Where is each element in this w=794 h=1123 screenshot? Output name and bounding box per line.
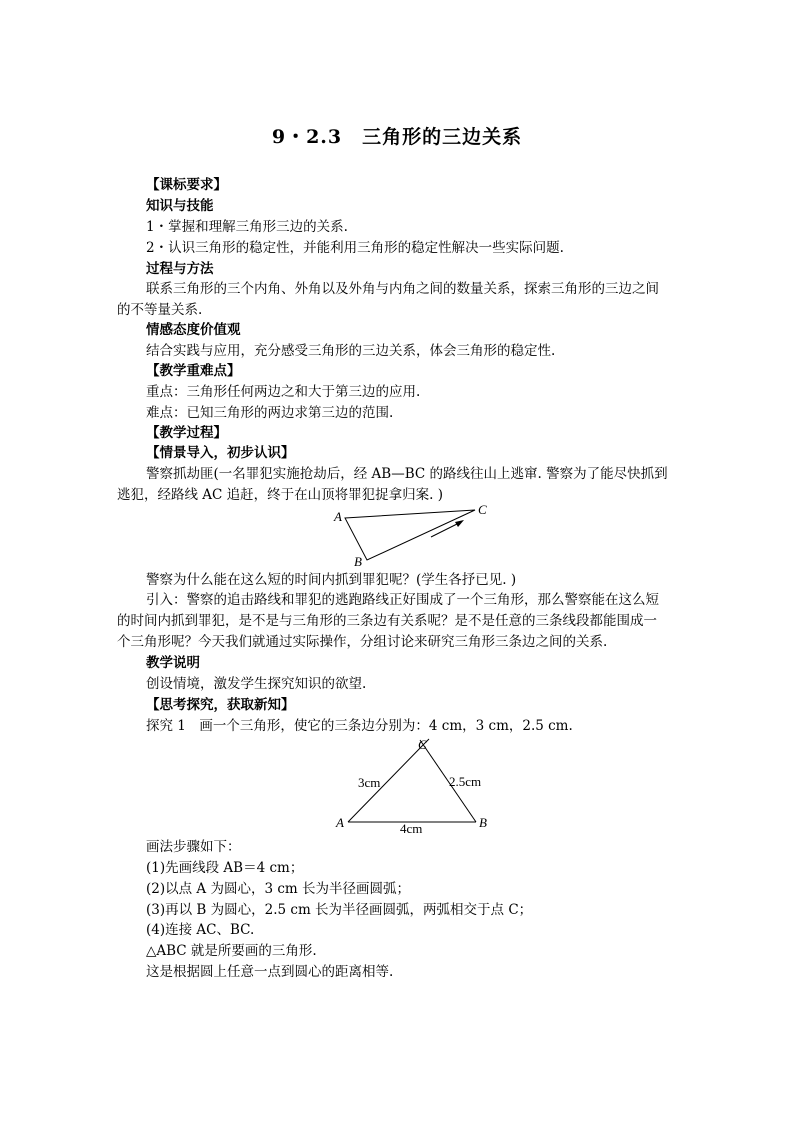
vertex-label-b: B	[479, 815, 487, 830]
paragraph-line: 警察为什么能在这么短的时间内抓到罪犯呢？(学生各抒已见. )	[146, 572, 517, 588]
chase-triangle-figure	[325, 500, 500, 570]
paragraph-line: 警察抓劫匪(一名罪犯实施抢劫后，经 AB—BC 的路线往山上逃窜. 警察为了能尽快抓到	[146, 466, 668, 482]
construction-triangle-figure	[330, 735, 495, 837]
section-heading-explore: 【思考探究，获取新知】	[146, 697, 295, 713]
section-heading-process: 【教学过程】	[146, 425, 227, 441]
paragraph-line: 引入：警察的追击路线和罪犯的逃跑路线正好围成了一个三角形，那么警察能在这么短	[146, 592, 659, 608]
paragraph-line: 联系三角形的三个内角、外角以及外角与内角之间的数量关系，探索三角形的三边之间	[146, 281, 659, 297]
paragraph-line: △ABC 就是所要画的三角形.	[146, 943, 317, 959]
direction-arrow-head	[455, 520, 464, 527]
vertex-label-a: A	[334, 509, 342, 524]
vertex-label-c: C	[418, 737, 427, 752]
vertex-label-b: B	[354, 554, 362, 569]
section-heading-intro: 【情景导入，初步认识】	[146, 445, 295, 461]
paragraph-line: 创设情境，激发学生探究知识的欲望.	[146, 676, 367, 692]
paragraph-line: (2)以点 A 为圆心，3 cm 长为半径画圆弧；	[146, 881, 410, 897]
paragraph-line: 难点：已知三角形的两边求第三边的范围.	[146, 405, 394, 421]
paragraph-line: 2・认识三角形的稳定性，并能利用三角形的稳定性解决一些实际问题.	[146, 240, 564, 256]
paragraph-line: 的不等量关系.	[117, 302, 203, 318]
paragraph-line: 逃犯，经路线 AC 追赶，终于在山顶将罪犯捉拿归案. )	[117, 487, 444, 503]
section-heading-requirements: 【课标要求】	[146, 177, 227, 193]
paragraph-line: 1・掌握和理解三角形三边的关系.	[146, 219, 348, 235]
paragraph-line: (4)连接 AC、BC.	[146, 922, 255, 938]
subheading-knowledge: 知识与技能	[146, 198, 214, 214]
paragraph-line: 结合实践与应用，充分感受三角形的三边关系，体会三角形的稳定性.	[146, 343, 556, 359]
vertex-label-a: A	[336, 815, 344, 830]
side-label-ab: 4cm	[400, 821, 423, 836]
paragraph-line: 重点：三角形任何两边之和大于第三边的应用.	[146, 384, 421, 400]
paragraph-line: (1)先画线段 AB＝4 cm；	[146, 860, 304, 876]
triangle-abc	[345, 510, 475, 560]
vertex-label-c: C	[478, 502, 487, 517]
paragraph-line: 这是根据圆上任意一点到圆心的距离相等.	[146, 964, 394, 980]
section-heading-difficulty: 【教学重难点】	[146, 363, 241, 379]
side-label-ac: 3cm	[358, 775, 381, 790]
paragraph-line: 画法步骤如下：	[146, 839, 241, 855]
subheading-process: 过程与方法	[146, 261, 214, 277]
side-label-bc: 2.5cm	[449, 774, 482, 789]
paragraph-line: 个三角形呢？今天我们就通过实际操作，分组讨论来研究三角形三条边之间的关系.	[117, 634, 608, 650]
subheading-teaching-note: 教学说明	[146, 655, 200, 671]
paragraph-line: 的时间内抓到罪犯，是不是与三角形的三条边有关系呢？是不是任意的三条线段都能围成一	[117, 613, 657, 629]
subheading-attitude: 情感态度价值观	[146, 322, 241, 338]
page-title: 9・2.3 三角形的三边关系	[271, 126, 523, 148]
paragraph-line: (3)再以 B 为圆心，2.5 cm 长为半径画圆弧，两弧相交于点 C；	[146, 902, 533, 918]
paragraph-line: 探究 1 画一个三角形，使它的三条边分别为：4 cm，3 cm，2.5 cm.	[146, 718, 573, 734]
